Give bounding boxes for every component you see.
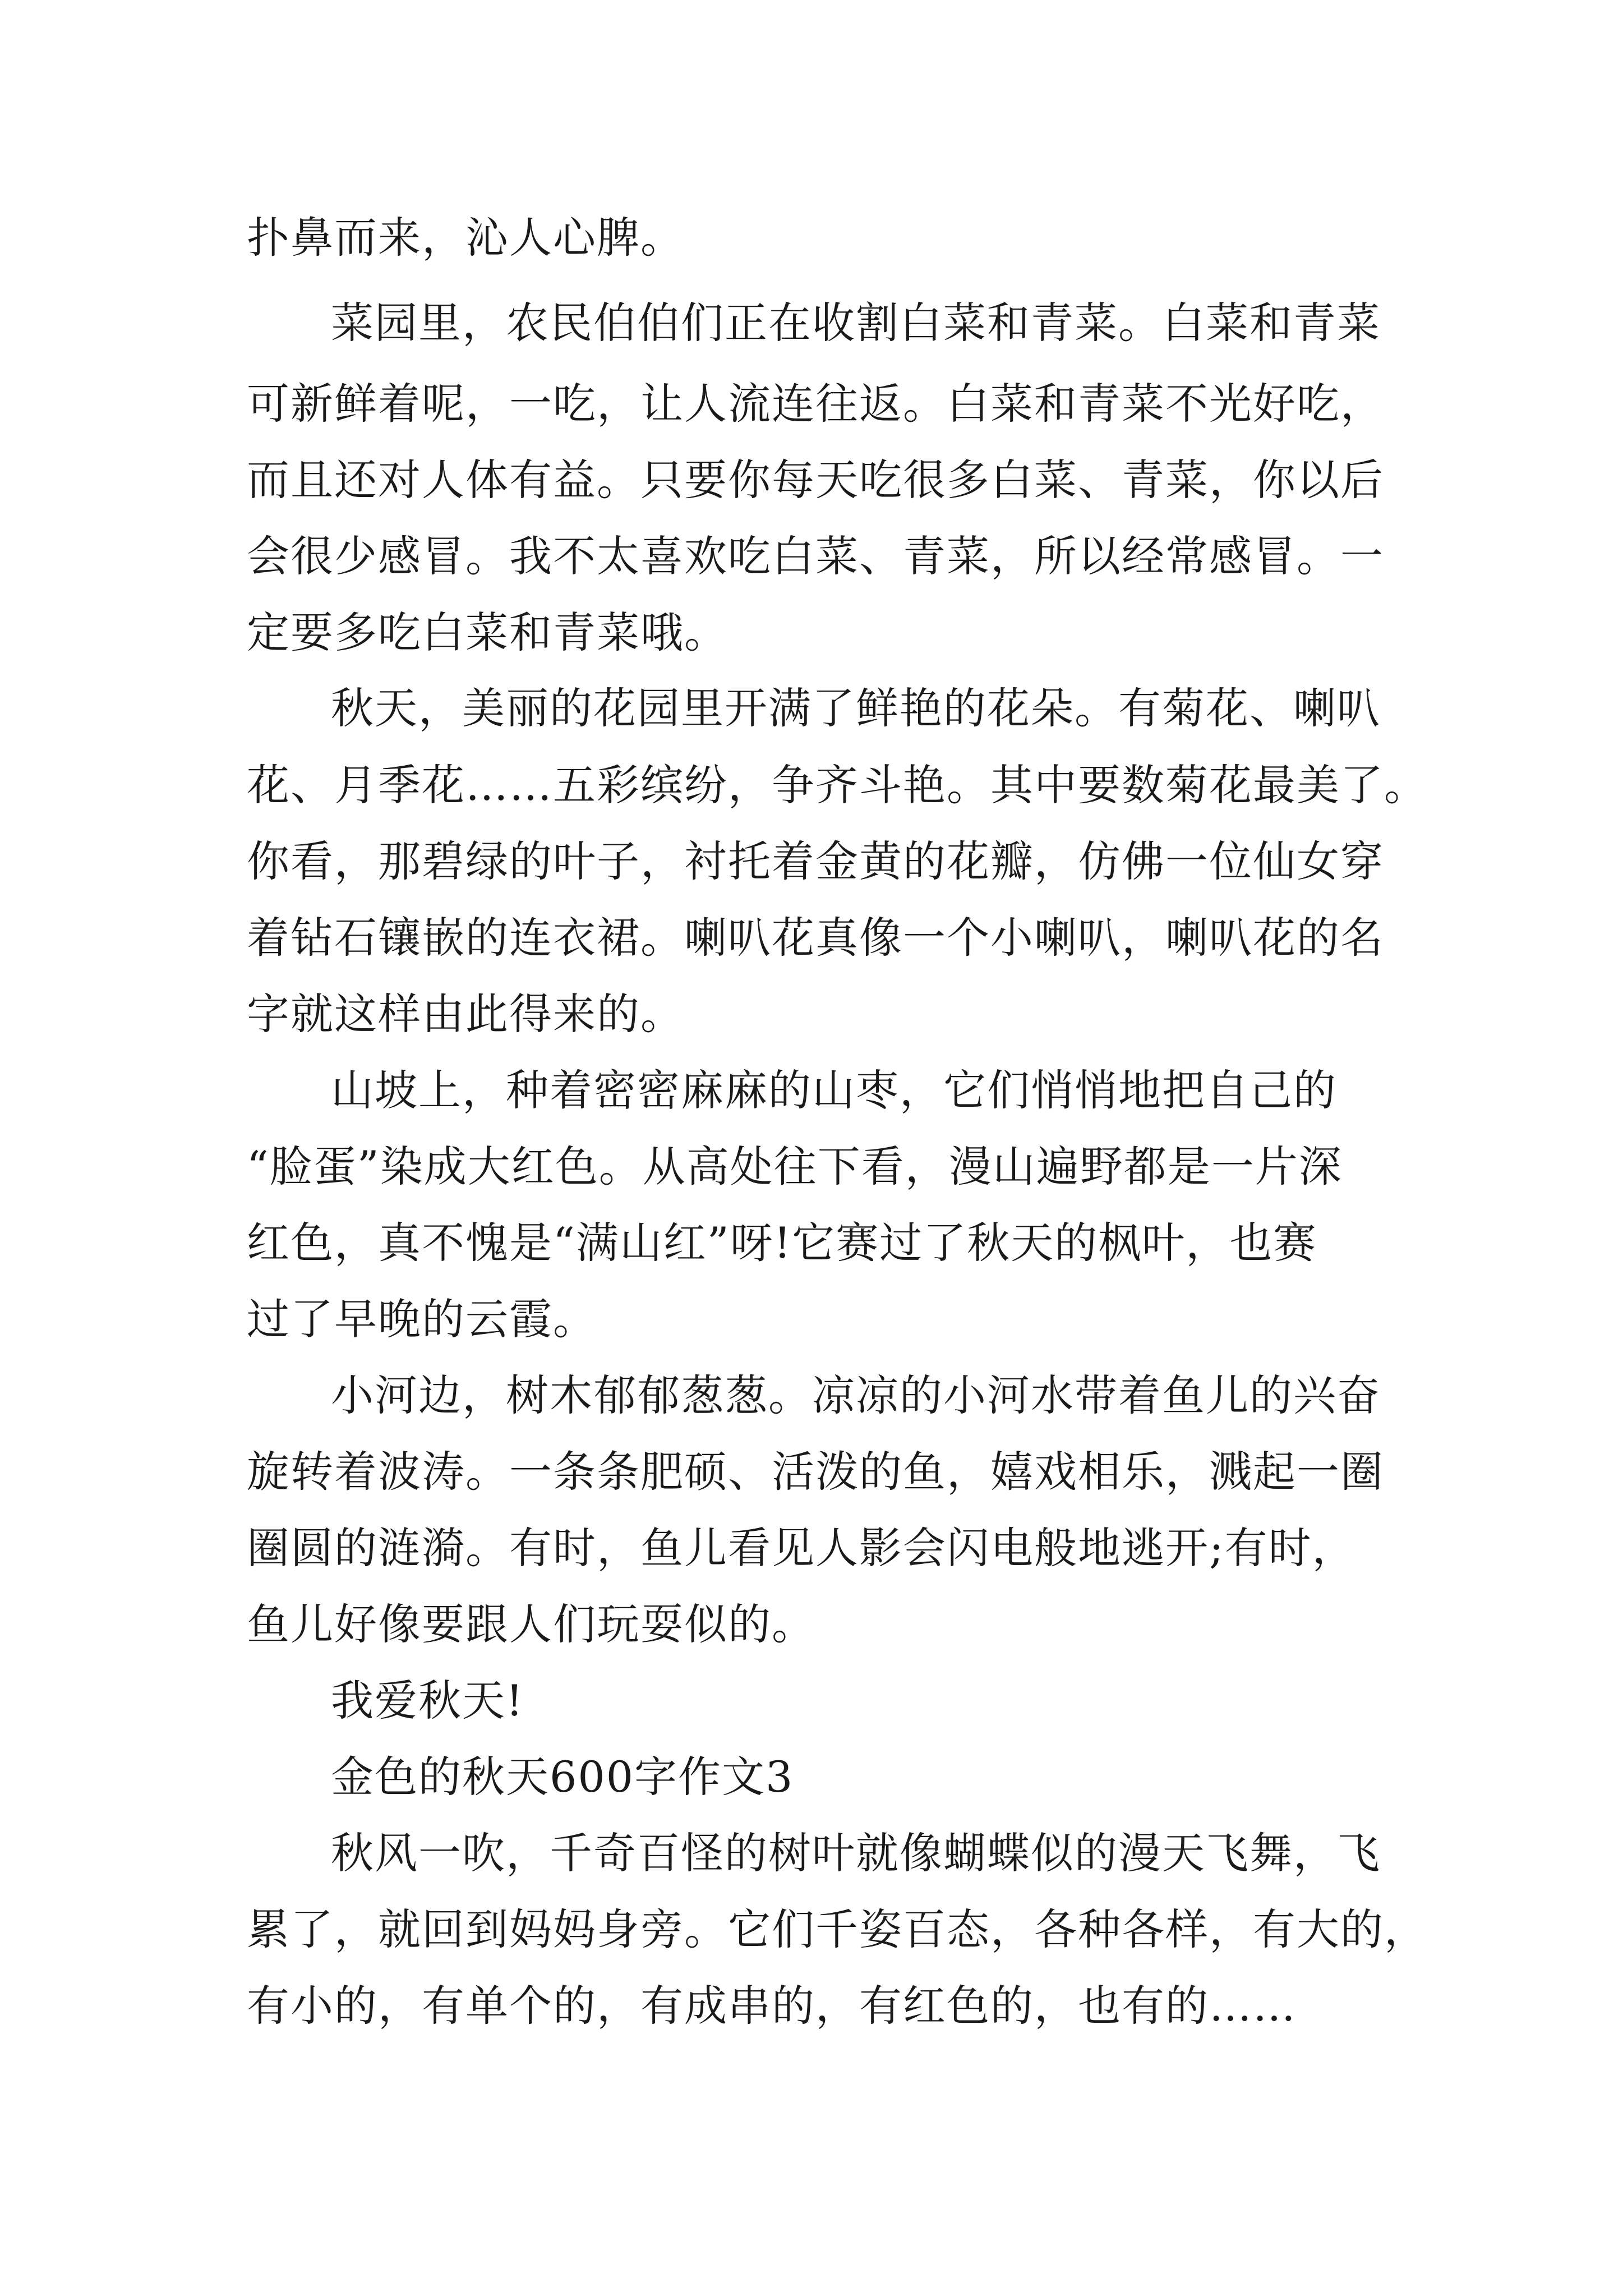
text-line: 花、月季花……五彩缤纷，争齐斗艳。其中要数菊花最美了。 [247, 760, 1428, 810]
text-line: 旋转着波涛。一条条肥硕、活泼的鱼，嬉戏相乐，溅起一圈 [247, 1447, 1384, 1497]
text-line: 过了早晚的云霞。 [247, 1294, 597, 1344]
text-line: 而且还对人体有益。只要你每天吃很多白菜、青菜，你以后 [247, 455, 1384, 505]
text-line: 小河边，树木郁郁葱葱。凉凉的小河水带着鱼儿的兴奋 [331, 1370, 1381, 1420]
text-line: 可新鲜着呢，一吃，让人流连往返。白菜和青菜不光好吃， [247, 379, 1384, 429]
text-line: 定要多吃白菜和青菜哦。 [247, 608, 728, 657]
text-line: 着钻石镶嵌的连衣裙。喇叭花真像一个小喇叭，喇叭花的名 [247, 913, 1384, 963]
text-line: 菜园里，农民伯伯们正在收割白菜和青菜。白菜和青菜 [331, 298, 1381, 348]
text-line: 鱼儿好像要跟人们玩耍似的。 [247, 1599, 815, 1649]
text-line: 累了，就回到妈妈身旁。它们千姿百态，各种各样，有大的， [247, 1904, 1428, 1954]
text-line: 字就这样由此得来的。 [247, 989, 684, 1039]
text-line: 我爱秋天! [331, 1676, 524, 1726]
text-line: 会很少感冒。我不太喜欢吃白菜、青菜，所以经常感冒。一 [247, 531, 1384, 581]
text-line: 扑鼻而来，沁人心脾。 [247, 213, 684, 263]
section-heading: 金色的秋天600字作文3 [331, 1752, 794, 1802]
text-line: 山坡上，种着密密麻麻的山枣，它们悄悄地把自己的 [331, 1065, 1337, 1115]
text-line: “脸蛋”染成大红色。从高处往下看，漫山遍野都是一片深 [247, 1142, 1343, 1191]
text-line: 圈圆的涟漪。有时，鱼儿看见人影会闪电般地逃开;有时， [247, 1523, 1356, 1573]
text-line: 有小的，有单个的，有成串的，有红色的，也有的…… [247, 1981, 1297, 2031]
text-line: 你看，那碧绿的叶子，衬托着金黄的花瓣，仿佛一位仙女穿 [247, 836, 1384, 886]
text-line: 秋天，美丽的花园里开满了鲜艳的花朵。有菊花、喇叭 [331, 683, 1381, 733]
text-line: 红色，真不愧是“满山红”呀!它赛过了秋天的枫叶，也赛 [247, 1218, 1317, 1268]
text-line: 秋风一吹，千奇百怪的树叶就像蝴蝶似的漫天飞舞，飞 [331, 1828, 1381, 1878]
